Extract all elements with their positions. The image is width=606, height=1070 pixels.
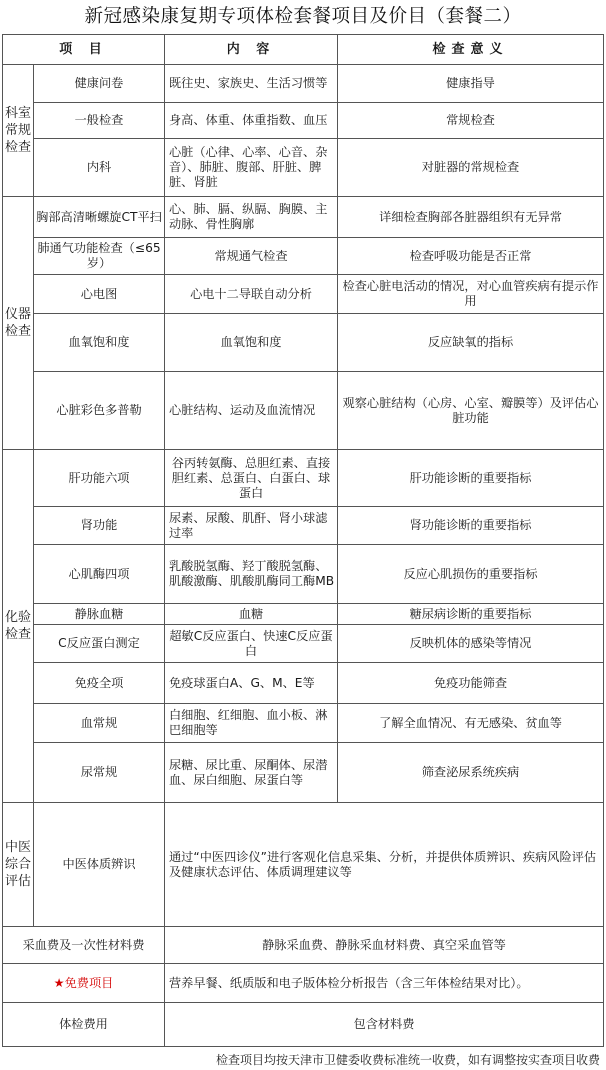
row-item: 内科 bbox=[34, 139, 165, 197]
table-row bbox=[3, 604, 604, 625]
row-meaning: 糖尿病诊断的重要指标 bbox=[338, 604, 604, 625]
table-row bbox=[3, 507, 604, 545]
table-row bbox=[3, 964, 604, 1003]
row-content: 通过“中医四诊仪”进行客观化信息采集、分析，并提供体质辨识、疾病风险评估及健康状态评估、体质调理建议等 bbox=[165, 803, 604, 927]
row-meaning: 详细检查胸部各脏器组织有无异常 bbox=[338, 197, 604, 238]
table-row bbox=[3, 704, 604, 743]
row-content: 血糖 bbox=[165, 604, 338, 625]
row-item: 胸部高清晰螺旋CT平扫 bbox=[34, 197, 165, 238]
row-content: 心脏结构、运动及血流情况 bbox=[165, 372, 338, 450]
row-item: 肾功能 bbox=[34, 507, 165, 545]
row-meaning: 肾功能诊断的重要指标 bbox=[338, 507, 604, 545]
row-meaning: 观察心脏结构（心房、心室、瓣膜等）及评估心脏功能 bbox=[338, 372, 604, 450]
row-meaning: 筛查泌尿系统疾病 bbox=[338, 743, 604, 803]
header-row bbox=[3, 35, 604, 65]
category-lab: 化验检查 bbox=[3, 450, 34, 803]
table-row bbox=[3, 197, 604, 238]
row-content: 既往史、家族史、生活习惯等 bbox=[165, 65, 338, 103]
row-item: 采血费及一次性材料费 bbox=[3, 927, 165, 964]
row-content: 血氧饱和度 bbox=[165, 314, 338, 372]
row-content: 尿糖、尿比重、尿酮体、尿潜血、尿白细胞、尿蛋白等 bbox=[165, 743, 338, 803]
row-meaning: 对脏器的常规检查 bbox=[338, 139, 604, 197]
row-content: 包含材料费 bbox=[165, 1003, 604, 1047]
row-meaning: 反应心肌损伤的重要指标 bbox=[338, 545, 604, 604]
page-title: 新冠感染康复期专项体检套餐项目及价目（套餐二） bbox=[84, 6, 522, 27]
category-tcm: 中医综合评估 bbox=[3, 803, 34, 927]
row-item: 肝功能六项 bbox=[34, 450, 165, 507]
row-meaning: 肝功能诊断的重要指标 bbox=[338, 450, 604, 507]
table-row bbox=[3, 743, 604, 803]
row-content: 静脉采血费、静脉采血材料费、真空采血管等 bbox=[165, 927, 604, 964]
row-item: 中医体质辨识 bbox=[34, 803, 165, 927]
table-row bbox=[3, 275, 604, 314]
row-item: 血氧饱和度 bbox=[34, 314, 165, 372]
row-item: 血常规 bbox=[34, 704, 165, 743]
table-row bbox=[3, 372, 604, 450]
row-item: 一般检查 bbox=[34, 103, 165, 139]
table-row bbox=[3, 238, 604, 275]
row-item: 免疫全项 bbox=[34, 663, 165, 704]
row-content: 乳酸脱氢酶、羟丁酸脱氢酶、肌酸激酶、肌酸肌酶同工酶MB bbox=[165, 545, 338, 604]
row-content: 超敏C反应蛋白、快速C反应蛋白 bbox=[165, 625, 338, 663]
table-row bbox=[3, 65, 604, 103]
row-item: 心肌酶四项 bbox=[34, 545, 165, 604]
row-meaning: 健康指导 bbox=[338, 65, 604, 103]
row-content: 白细胞、红细胞、血小板、淋巴细胞等 bbox=[165, 704, 338, 743]
table-row bbox=[3, 803, 604, 927]
row-item: 心脏彩色多普勒 bbox=[34, 372, 165, 450]
row-content: 身高、体重、体重指数、血压 bbox=[165, 103, 338, 139]
category-instrument: 仪器检查 bbox=[3, 197, 34, 450]
category-routine: 科室常规检查 bbox=[3, 65, 34, 197]
table-row bbox=[3, 545, 604, 604]
table-row bbox=[3, 663, 604, 704]
row-item: 静脉血糖 bbox=[34, 604, 165, 625]
row-item: 体检费用 bbox=[3, 1003, 165, 1047]
row-content: 营养早餐、纸质版和电子版体检分析报告（含三年体检结果对比）。 bbox=[165, 964, 604, 1003]
row-item: 肺通气功能检查（≤65岁） bbox=[34, 238, 165, 275]
table-row bbox=[3, 927, 604, 964]
header-meaning: 检查意义 bbox=[338, 35, 604, 65]
row-content: 常规通气检查 bbox=[165, 238, 338, 275]
row-meaning: 检查心脏电活动的情况，对心血管疾病有提示作用 bbox=[338, 275, 604, 314]
table-row bbox=[3, 625, 604, 663]
table-row bbox=[3, 1003, 604, 1047]
row-content: 尿素、尿酸、肌酐、肾小球滤过率 bbox=[165, 507, 338, 545]
row-item: 健康问卷 bbox=[34, 65, 165, 103]
row-item: 尿常规 bbox=[34, 743, 165, 803]
footer-note: 检查项目均按天津市卫健委收费标准统一收费，如有调整按实查项目收费 bbox=[215, 1053, 600, 1067]
checkup-table bbox=[2, 34, 604, 1047]
free-item-label: ★免费项目 bbox=[3, 964, 165, 1003]
table-row bbox=[3, 450, 604, 507]
header-content: 内 容 bbox=[165, 35, 338, 65]
row-item: 心电图 bbox=[34, 275, 165, 314]
row-content: 免疫球蛋白A、G、M、E等 bbox=[165, 663, 338, 704]
row-content: 心、肺、膈、纵膈、胸膜、主动脉、骨性胸廓 bbox=[165, 197, 338, 238]
table-row bbox=[3, 103, 604, 139]
table-row bbox=[3, 314, 604, 372]
row-content: 谷丙转氨酶、总胆红素、直接胆红素、总蛋白、白蛋白、球蛋白 bbox=[165, 450, 338, 507]
header-item: 项 目 bbox=[3, 35, 165, 65]
row-meaning: 反映机体的感染等情况 bbox=[338, 625, 604, 663]
row-content: 心电十二导联自动分析 bbox=[165, 275, 338, 314]
row-meaning: 反应缺氧的指标 bbox=[338, 314, 604, 372]
row-meaning: 了解全血情况、有无感染、贫血等 bbox=[338, 704, 604, 743]
table-row bbox=[3, 139, 604, 197]
row-content: 心脏（心律、心率、心音、杂音）、肺脏、腹部、肝脏、脾脏、肾脏 bbox=[165, 139, 338, 197]
row-meaning: 常规检查 bbox=[338, 103, 604, 139]
row-meaning: 检查呼吸功能是否正常 bbox=[338, 238, 604, 275]
row-meaning: 免疫功能筛查 bbox=[338, 663, 604, 704]
row-item: C反应蛋白测定 bbox=[34, 625, 165, 663]
